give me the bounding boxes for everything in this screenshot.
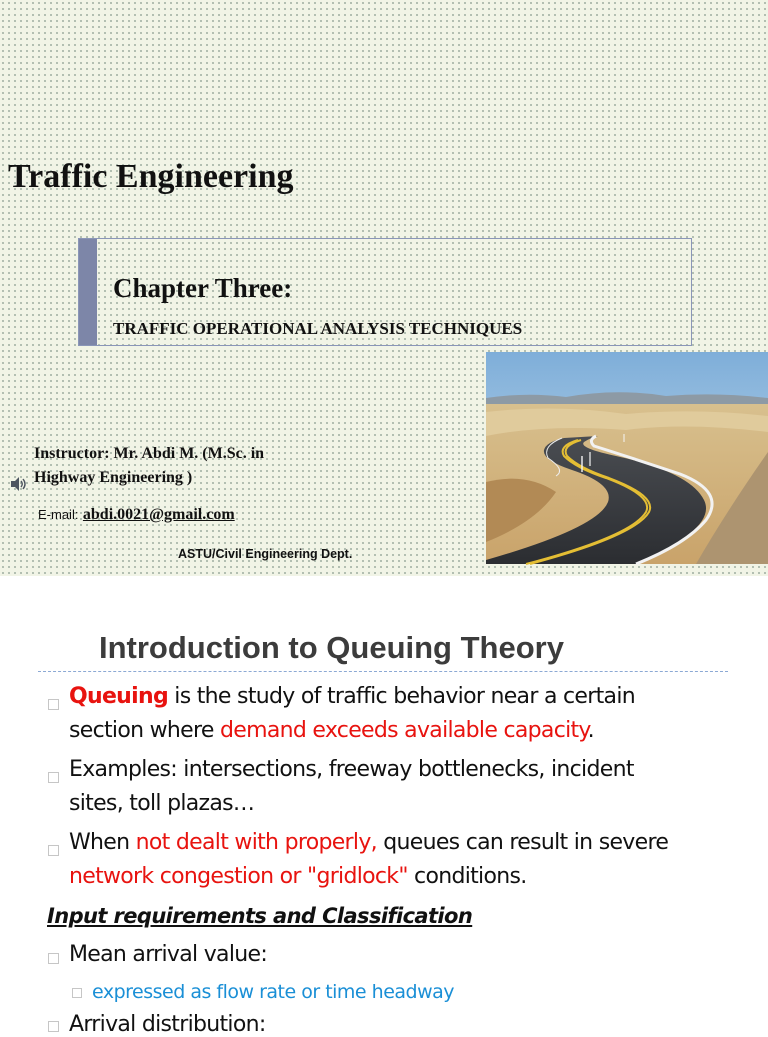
instructor-info	[34, 442, 334, 490]
department-label: ASTU/Civil Engineering Dept.	[178, 547, 353, 561]
bullet-3-text-a: When	[69, 830, 136, 855]
bullet-icon	[48, 1021, 59, 1032]
sub-bullet-icon	[72, 988, 82, 998]
bullet-2-line-2: sites, toll plazas…	[69, 791, 255, 816]
slide-title: Introduction to Queuing Theory	[99, 630, 564, 665]
chapter-subtitle: TRAFFIC OPERATIONAL ANALYSIS TECHNIQUES	[113, 319, 523, 338]
bullet-1-line-1	[69, 684, 635, 709]
instructor-line-1: Instructor: Mr. Abdi M. (M.Sc. in	[34, 445, 265, 462]
bullet-icon	[48, 953, 59, 964]
chapter-title: Chapter Three:	[113, 273, 293, 303]
bullet-1-end: .	[587, 718, 594, 743]
chapter-accent-bar	[79, 239, 97, 345]
email-label: E-mail:	[38, 507, 79, 522]
bullet-1-line-2	[69, 718, 594, 743]
content-slide	[0, 576, 768, 1037]
road-photo	[486, 352, 768, 564]
queuing-keyword: Queuing	[69, 684, 168, 709]
bullet-icon	[48, 699, 59, 710]
bullet-3-text-b: queues can result in severe	[376, 830, 669, 855]
bullet-icon	[48, 845, 59, 856]
bullet-3-text-c: conditions.	[407, 864, 527, 889]
title-divider	[38, 671, 728, 672]
bullet-3-highlight-b: network congestion or "gridlock"	[69, 864, 408, 889]
bullet-3-line-1	[69, 830, 668, 855]
bullet-2-line-1: Examples: intersections, freeway bottlenecks, incident	[69, 757, 634, 782]
slide-title: Traffic Engineering	[8, 158, 294, 195]
sub-bullet-line: expressed as flow rate or time headway	[92, 981, 455, 1003]
bullet-1-text-a: is the study of traffic behavior near a certain	[168, 684, 635, 709]
bullet-3-line-2	[69, 864, 527, 889]
section-heading: Input requirements and Classification	[47, 904, 473, 928]
bullet-3-highlight-a: not dealt with properly,	[135, 830, 377, 855]
email-row	[38, 506, 235, 524]
bullet-1-highlight: demand exceeds available capacity	[220, 718, 588, 743]
email-link[interactable]: abdi.0021@gmail.com	[82, 506, 235, 523]
bullet-5-line: Arrival distribution:	[69, 1012, 266, 1037]
bullet-1-text-b: section where	[69, 718, 220, 743]
speaker-icon[interactable]	[8, 474, 28, 494]
bullet-4-line: Mean arrival value:	[69, 942, 268, 967]
bullet-icon	[48, 772, 59, 783]
instructor-line-2: Highway Engineering )	[34, 469, 193, 486]
chapter-box	[78, 238, 692, 346]
